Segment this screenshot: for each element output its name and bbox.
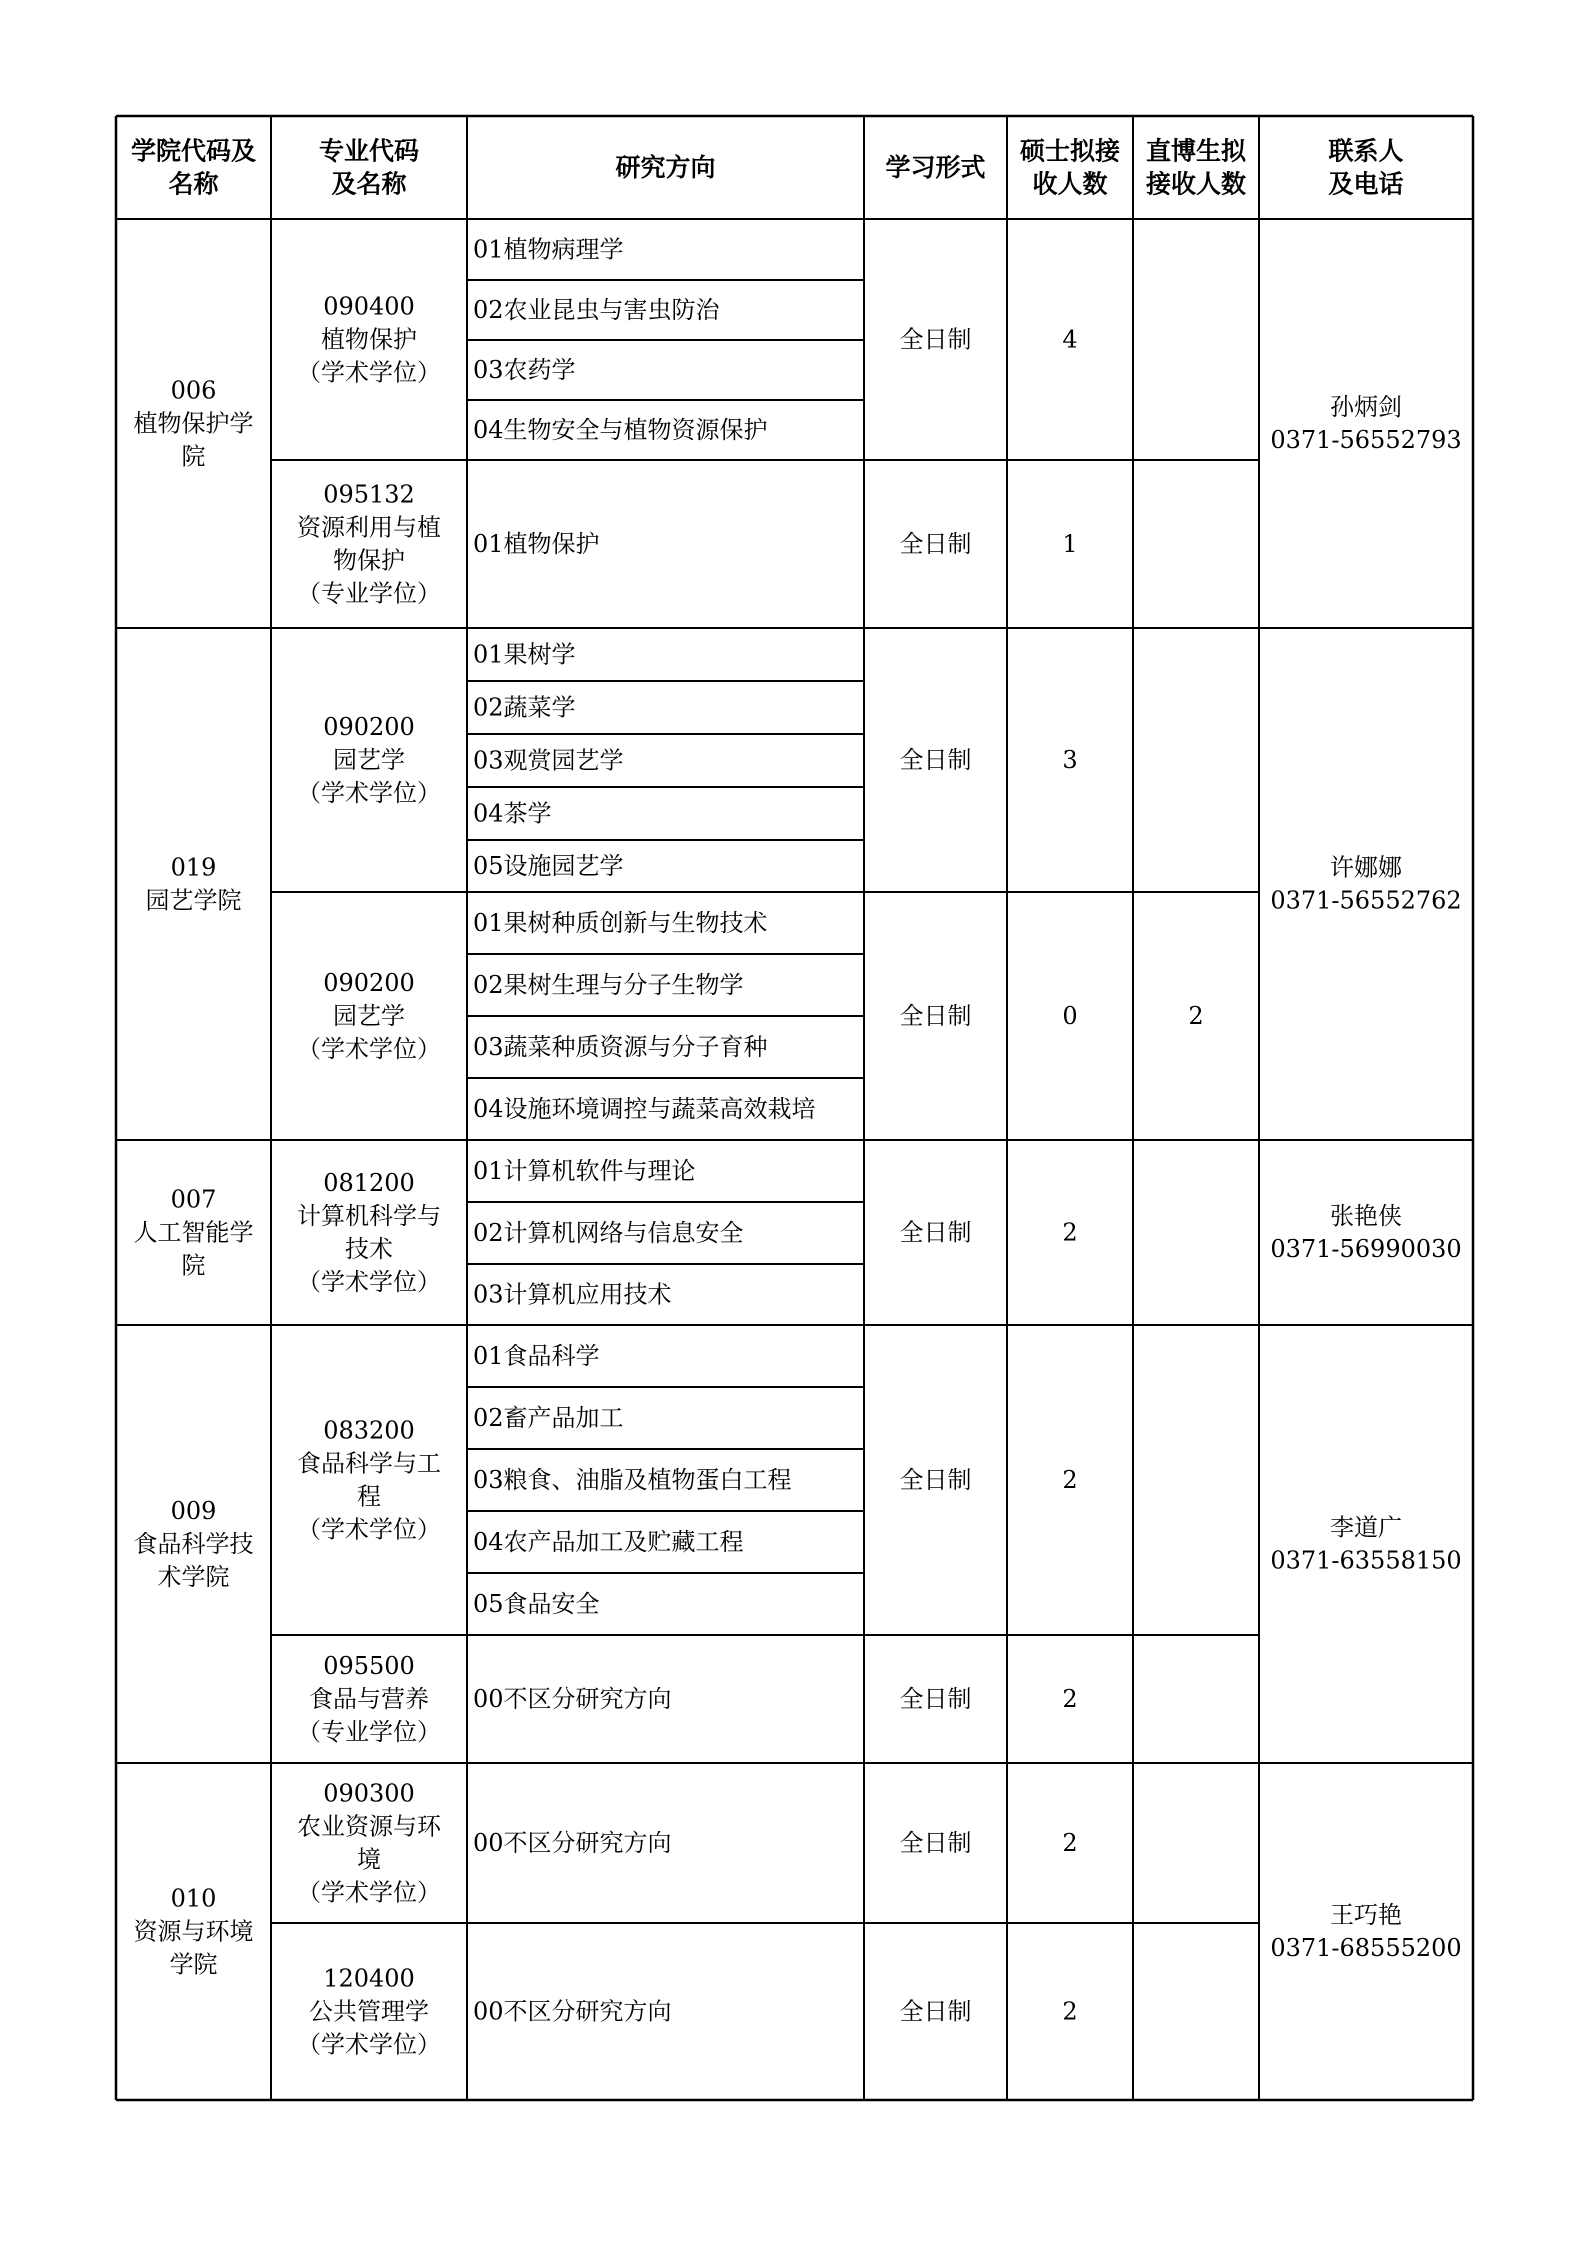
major-cell: （学术学位）: [297, 358, 441, 387]
direction-cell: 02果树生理与分子生物学: [473, 971, 744, 999]
contact-cell: 0371-56552762: [1270, 886, 1462, 915]
contact-cell: 李道广: [1330, 1513, 1402, 1542]
study-form-cell: 全日制: [899, 325, 972, 354]
college-cell: 资源与环境: [133, 1917, 254, 1946]
major-cell: 园艺学: [333, 746, 405, 774]
major-cell: 植物保护: [321, 325, 417, 354]
contact-cell: 0371-56552793: [1270, 426, 1462, 454]
phd-quota-cell: 2: [1188, 1002, 1204, 1030]
header-study-form: 学习形式: [885, 153, 986, 182]
college-cell: 院: [181, 1251, 206, 1280]
master-quota-cell: 2: [1062, 1829, 1078, 1857]
study-form-cell: 全日制: [899, 1997, 972, 2026]
major-cell: （专业学位）: [297, 579, 441, 608]
direction-cell: 02农业昆虫与害虫防治: [473, 296, 720, 324]
header-master-quota: 收人数: [1032, 169, 1108, 199]
college-cell: 术学院: [157, 1563, 230, 1591]
major-cell: 计算机科学与: [297, 1202, 441, 1230]
major-cell: 物保护: [333, 546, 405, 575]
contact-cell: 0371-56990030: [1270, 1235, 1462, 1263]
header-master-quota: 硕士拟接: [1019, 136, 1121, 166]
direction-cell: 01果树学: [473, 640, 576, 669]
direction-cell: 04茶学: [473, 799, 552, 828]
direction-cell: 01食品科学: [473, 1342, 600, 1370]
major-cell: （学术学位）: [297, 1878, 441, 1907]
contact-cell: 0371-63558150: [1270, 1546, 1462, 1575]
direction-cell: 03农药学: [473, 356, 576, 384]
college-cell: 006: [170, 376, 217, 405]
header-major: 专业代码: [318, 136, 420, 166]
direction-cell: 01果树种质创新与生物技术: [473, 909, 768, 937]
major-cell: 农业资源与环: [297, 1812, 441, 1841]
master-quota-cell: 0: [1062, 1002, 1078, 1030]
direction-cell: 03粮食、油脂及植物蛋白工程: [473, 1466, 792, 1494]
major-cell: 资源利用与植: [297, 513, 441, 542]
header-direction: 研究方向: [615, 153, 716, 182]
direction-cell: 04生物安全与植物资源保护: [473, 416, 768, 444]
major-cell: 095500: [323, 1652, 415, 1680]
college-cell: 学院: [169, 1950, 218, 1979]
college-cell: 食品科学技: [133, 1530, 254, 1558]
major-cell: 程: [357, 1482, 381, 1511]
college-cell: 植物保护学: [133, 409, 254, 438]
major-cell: 食品与营养: [309, 1685, 429, 1713]
major-cell: 090300: [323, 1779, 415, 1808]
direction-cell: 00不区分研究方向: [473, 1685, 672, 1713]
master-quota-cell: 2: [1062, 1466, 1078, 1494]
major-cell: 090400: [323, 292, 415, 321]
contact-cell: 0371-68555200: [1270, 1934, 1462, 1962]
direction-cell: 02蔬菜学: [473, 693, 576, 722]
header-phd-quota: 直博生拟: [1145, 136, 1247, 166]
study-form-cell: 全日制: [899, 1829, 972, 1857]
header-college: 学院代码及: [130, 136, 257, 166]
major-cell: 120400: [323, 1964, 415, 1993]
direction-cell: 04农产品加工及贮藏工程: [473, 1528, 744, 1556]
header-phd-quota: 接收人数: [1145, 169, 1247, 199]
college-cell: 人工智能学: [133, 1218, 254, 1247]
study-form-cell: 全日制: [899, 1466, 972, 1494]
major-cell: 090200: [323, 969, 415, 997]
study-form-cell: 全日制: [899, 1685, 972, 1713]
study-form-cell: 全日制: [899, 746, 972, 774]
major-cell: 技术: [345, 1235, 393, 1263]
master-quota-cell: 2: [1062, 1997, 1078, 2026]
major-cell: （学术学位）: [297, 779, 441, 807]
direction-cell: 05设施园艺学: [473, 852, 624, 880]
major-cell: （学术学位）: [297, 2030, 441, 2059]
direction-cell: 03蔬菜种质资源与分子育种: [473, 1033, 768, 1061]
direction-cell: 00不区分研究方向: [473, 1997, 672, 2026]
contact-cell: 王巧艳: [1330, 1901, 1402, 1929]
master-quota-cell: 2: [1062, 1685, 1078, 1713]
major-cell: 090200: [323, 713, 415, 741]
contact-cell: 许娜娜: [1330, 853, 1402, 882]
college-cell: 007: [170, 1185, 217, 1214]
master-quota-cell: 2: [1062, 1218, 1078, 1247]
college-cell: 院: [181, 442, 206, 471]
direction-cell: 01植物保护: [473, 530, 600, 558]
direction-cell: 03观赏园艺学: [473, 746, 624, 775]
direction-cell: 00不区分研究方向: [473, 1829, 672, 1857]
major-cell: 081200: [323, 1169, 415, 1197]
major-cell: 095132: [323, 480, 415, 509]
major-cell: （学术学位）: [297, 1515, 441, 1544]
direction-cell: 03计算机应用技术: [473, 1280, 672, 1309]
contact-cell: 孙炳剑: [1330, 393, 1402, 421]
direction-cell: 01植物病理学: [473, 235, 624, 264]
college-cell: 010: [170, 1884, 217, 1913]
master-quota-cell: 1: [1062, 530, 1078, 558]
college-cell: 园艺学院: [145, 886, 242, 915]
header-college: 名称: [168, 169, 219, 199]
major-cell: 境: [357, 1845, 381, 1874]
header-contact: 及电话: [1328, 169, 1404, 199]
direction-cell: 05食品安全: [473, 1590, 600, 1618]
major-cell: （专业学位）: [297, 1718, 441, 1746]
college-cell: 019: [170, 853, 217, 882]
contact-cell: 张艳侠: [1330, 1202, 1402, 1230]
direction-cell: 01计算机软件与理论: [473, 1157, 696, 1185]
study-form-cell: 全日制: [899, 530, 972, 558]
major-cell: 园艺学: [333, 1002, 405, 1030]
major-cell: 083200: [323, 1416, 415, 1445]
master-quota-cell: 3: [1062, 746, 1078, 774]
header-major: 及名称: [331, 169, 407, 199]
direction-cell: 04设施环境调控与蔬菜高效栽培: [473, 1095, 816, 1123]
major-cell: 食品科学与工: [297, 1449, 441, 1478]
header-contact: 联系人: [1328, 136, 1404, 166]
master-quota-cell: 4: [1062, 325, 1078, 354]
study-form-cell: 全日制: [899, 1218, 972, 1247]
major-cell: （学术学位）: [297, 1035, 441, 1063]
direction-cell: 02畜产品加工: [473, 1404, 624, 1432]
major-cell: 公共管理学: [309, 1997, 429, 2026]
major-cell: （学术学位）: [297, 1268, 441, 1296]
direction-cell: 02计算机网络与信息安全: [473, 1219, 744, 1247]
study-form-cell: 全日制: [899, 1002, 972, 1030]
college-cell: 009: [170, 1497, 217, 1525]
